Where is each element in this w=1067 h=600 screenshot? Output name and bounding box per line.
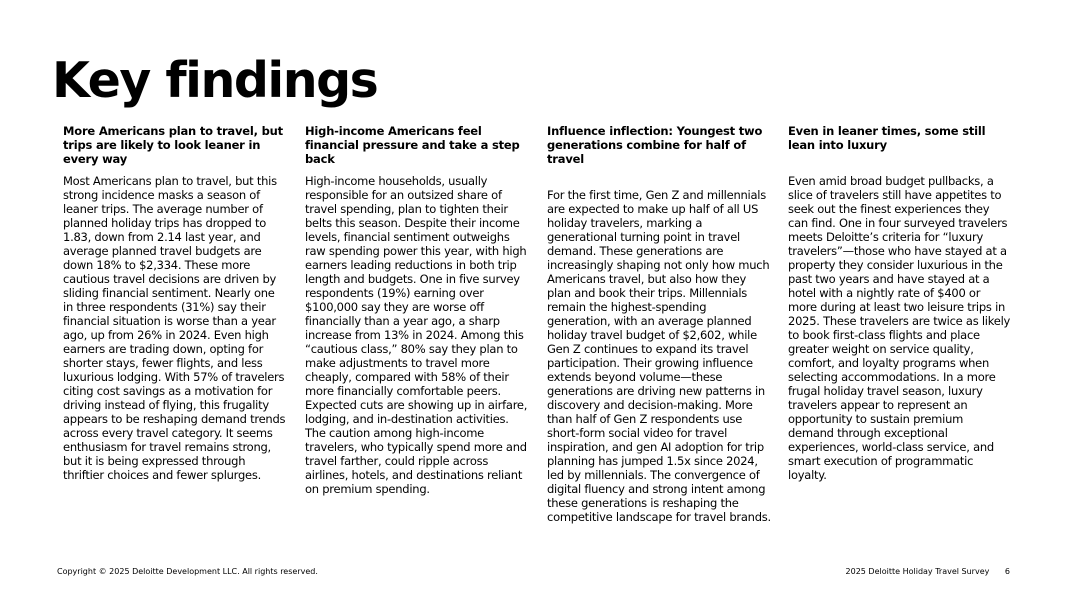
finding-body: Even amid broad budget pullbacks, a slice of travelers still have appetites to seek out the finest experiences they can find. One in four surveyed travelers meets Deloitte’s criteria for “luxury travelers”—those who have stayed at a property they consider luxurious in the past two years and have stayed at a hotel with a nightly rate of $400 or more during at least two leisure trips in 2025. These travelers are twice as likely to book first-class flights and place greater weight on service quality, comfort, and loyalty programs when selecting accommodations. In a more frugal holiday travel season, luxury travelers appear to represent an opportunity to sustain premium demand through exceptional experiences, world-class service, and smart execution of programmatic loyalty.: [788, 174, 1011, 482]
finding-heading: Even in leaner times, some still lean into luxury: [788, 124, 986, 152]
finding-column-3: [547, 124, 771, 524]
finding-heading: Influence inflection: Youngest two generations combine for half of travel: [547, 124, 763, 166]
finding-column-1: [63, 124, 287, 482]
page-number: 6: [1004, 567, 1010, 576]
finding-column-2: [305, 124, 529, 496]
finding-heading: High-income Americans feel financial pressure and take a step back: [305, 124, 520, 166]
footer-report-name: 2025 Deloitte Holiday Travel Survey: [845, 567, 990, 576]
footer-report-info: [846, 567, 1010, 577]
finding-column-4: [788, 124, 1012, 482]
footer-copyright: Copyright © 2025 Deloitte Development LLC. All rights reserved.: [57, 567, 318, 576]
finding-body: High-income households, usually responsible for an outsized share of travel spending, plan to tighten their belts this season. Despite their income levels, financial sentiment outweighs raw spending power this year, with high earners leading reductions in both trip length and budgets. One in five survey respondents (19%) earning over $100,000 say they are worse off financially than a year ago, a sharp increase from 13% in 2024. Among this “cautious class,” 80% say they plan to make adjustments to travel more cheaply, compared with 58% of their more financially comfortable peers. Expected cuts are showing up in airfare, lodging, and in-destination activities. The caution among high-income travelers, who typically spend more and travel farther, could ripple across airlines, hotels, and destinations reliant on premium spending.: [305, 174, 528, 496]
finding-body: Most Americans plan to travel, but this strong incidence masks a season of leaner trips. The average number of planned holiday trips has dropped to 1.83, down from 2.14 last year, and average planned travel budgets are down 18% to $2,334. These more cautious travel decisions are driven by sliding financial sentiment. Nearly one in three respondents (31%) say their financial situation is worse than a year ago, up from 26% in 2024. Even high earners are trading down, opting for shorter stays, fewer flights, and less luxurious lodging. With 57% of travelers citing cost savings as a motivation for driving instead of flying, this frugality appears to be reshaping demand trends across every travel category. It seems enthusiasm for travel remains strong, but it is being expressed through thriftier choices and fewer splurges.: [63, 174, 286, 482]
page-title: Key findings: [52, 52, 378, 109]
finding-heading: More Americans plan to travel, but trips are likely to look leaner in every way: [63, 124, 283, 166]
finding-body: For the first time, Gen Z and millennials are expected to make up half of all US holiday travelers, marking a generational turning point in travel demand. These generations are increasingly shaping not only how much Americans travel, but also how they plan and book their trips. Millennials remain the highest-spending generation, with an average planned holiday travel budget of $2,602, while Gen Z continues to expand its travel participation. Their growing influence extends beyond volume—these generations are driving new patterns in discovery and decision-making. More than half of Gen Z respondents use short-form social video for travel inspiration, and gen AI adoption for trip planning has jumped 1.5x since 2024, led by millennials. The convergence of digital fluency and strong intent among these generations is reshaping the competitive landscape for travel brands.: [547, 188, 771, 524]
